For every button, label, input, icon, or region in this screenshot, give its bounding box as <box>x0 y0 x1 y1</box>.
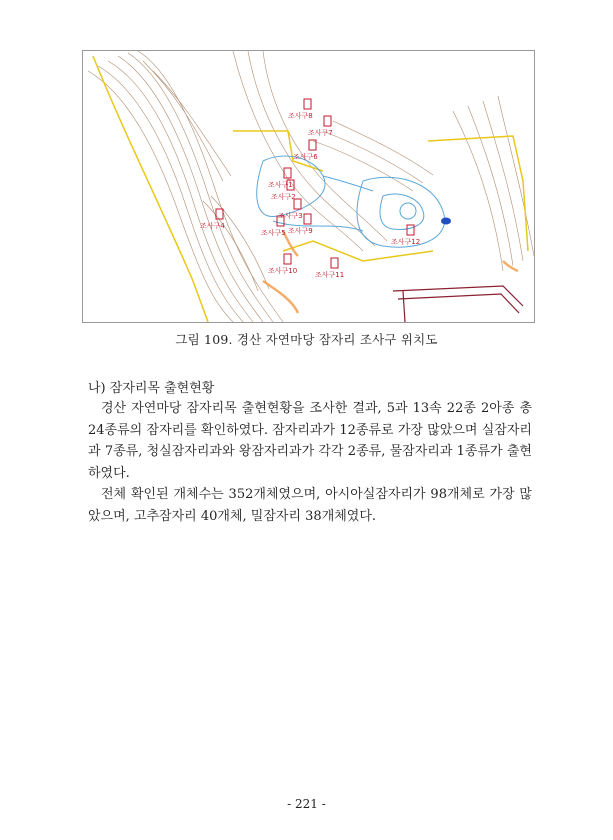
site-label: 조사구9 <box>288 227 313 235</box>
site-label: 조사구6 <box>293 153 318 161</box>
paragraph-2: 전체 확인된 개체수는 352개체였으며, 아시아실잠자리가 98개체로 가장 많았으며, 고추잠자리 40개체, 밀잠자리 38개체였다. <box>88 487 532 524</box>
site-label: 조사구2 <box>271 193 296 201</box>
section-heading: 나) 잠자리목 출현현황 <box>88 381 215 396</box>
site-label: 조사구7 <box>308 129 333 137</box>
site-label: 조사구1 <box>268 181 293 189</box>
site-label: 조사구4 <box>200 222 225 230</box>
page-number: - 221 - <box>287 797 326 811</box>
pond-marker <box>441 218 451 225</box>
site-location-map <box>82 50 535 323</box>
site-label: 조사구3 <box>278 212 303 220</box>
site-label: 조사구10 <box>268 267 298 275</box>
site-label: 조사구5 <box>261 229 286 237</box>
paragraph-1: 경산 자연마당 잠자리목 출현현황을 조사한 결과, 5과 13속 22종 2아종 총 24종류의 잠자리를 확인하였다. 잠자리과가 12종류로 가장 많았으며 실잠자리과 7종류, 청실잠자리과와 왕잠자리과가 각각 2종류, 물잠자리과 1종류가 출현하였다. <box>88 401 532 481</box>
site-label: 조사구8 <box>288 112 313 120</box>
site-label: 조사구12 <box>391 238 421 246</box>
site-label: 조사구11 <box>315 271 345 279</box>
figure-caption: 그림 109. 경산 자연마당 잠자리 조사구 위치도 <box>175 332 438 347</box>
